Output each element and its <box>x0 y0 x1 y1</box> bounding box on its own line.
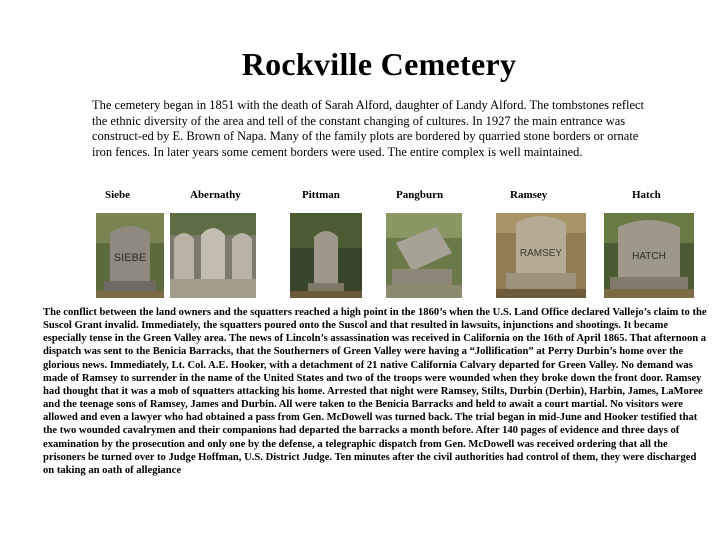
label-pangburn: Pangburn <box>396 189 444 201</box>
tombstone-photos-row <box>0 213 720 298</box>
photo-ramsey <box>496 213 586 298</box>
photo-siebe <box>96 213 164 298</box>
hatch-stone-text: HATCH <box>632 251 666 262</box>
siebe-stone-text: SIEBE <box>113 252 147 264</box>
ramsey-stone-text: RAMSEY <box>519 248 563 259</box>
family-labels-row <box>0 189 720 205</box>
photo-pangburn <box>386 213 462 298</box>
page-title: Rockville Cemetery <box>241 46 517 82</box>
label-ramsey: Ramsey <box>510 189 548 201</box>
history-paragraph: The conflict between the land owners and the squatters reached a high point in the 1860’s when the U.S. Land Office declared Vallejo’s claim to the Suscol Grant invalid. Immediately, the squatters poured onto the Suscol and that resulted in lawsuits, injunctions and shootings. It became especially tense in the Green Valley area. The news of Lincoln’s assassination was received in California on the 16th of April 1865. That afternoon a dispatch was sent to the Benicia Barracks, that the Southerners of Green Valley were having a “Jollification” at Perry Durbin’s home over the glorious news. Immediately, Lt. Col. A.E. Hooker, with a detachment of 21 native California Calvary departed for Green Valley. No demand was made of Ramsey to surrender in the name of the United States and two of the troops were wounded when they broke down the front door. Ramsey had thought that it was a mob of squatters attacking his home. Arrested that night were Ramsey, Stilts, Durbin (Derbin), Harbin, James, LaMoree and the teenage sons of Ramsey, James and Durbin. All were taken to the Benicia Barracks and held to await a court martial. No visitors were allowed and even a lawyer who had obtained a pass from Gen. McDowell was turned back. The trial began in mid-June and Hooker testified that the two wounded cavalrymen and their companions had departed the barracks a month before. After 140 pages of evidence and three days of examination by the prosecution and only one by the defense, a telegraphic dispatch from Gen. McDowell was received ordering that all the prisoners be turned over to Judge Hoffman, U.S. District Judge. Ten minutes after the civil authorities had control of them, they were discharged on taking an oath of allegiance <box>43 307 707 476</box>
photo-abernathy <box>170 213 256 298</box>
label-abernathy: Abernathy <box>190 189 241 201</box>
photo-hatch <box>604 213 694 298</box>
label-hatch: Hatch <box>632 189 661 201</box>
photo-pittman <box>290 213 362 298</box>
intro-paragraph: The cemetery began in 1851 with the death of Sarah Alford, daughter of Landy Alford. The tombstones reflect the ethnic diversity of the area and tell of the constant changing of cultures. In 1927 the main entrance was construct-ed by E. Brown of Napa. Many of the family plots are bordered by quarried stone borders or ornate iron fences. In later years some cement borders were used. The entire complex is well maintained. <box>92 98 645 159</box>
label-pittman: Pittman <box>302 189 340 201</box>
label-siebe: Siebe <box>105 189 131 201</box>
